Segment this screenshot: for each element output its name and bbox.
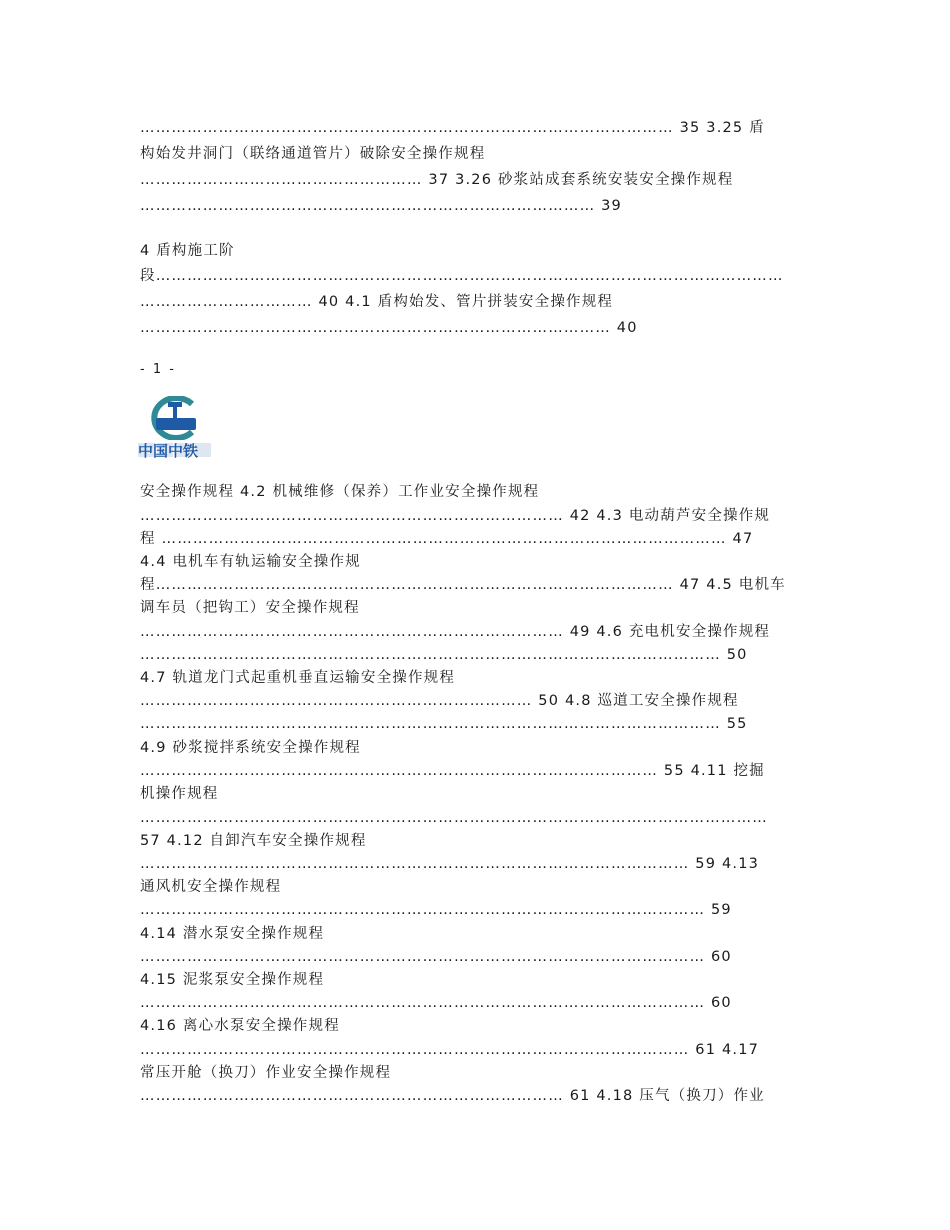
toc-line-4-11-cont: 机操作规程 [140,786,219,802]
toc-line-4-1-page: ……………………………………………………………………………… 40 [140,320,638,336]
toc-line-4-15: 4.15 泥浆泵安全操作规程 [140,972,325,988]
toc-line-4-cont: 段………………………………………………………………………………………………………… [140,268,784,284]
toc-line-4-13-cont: 通风机安全操作规程 [140,879,282,895]
toc-line-3-25-cont: 构始发井洞门（联络通道管片）破除安全操作规程 [140,146,486,162]
toc-line-4-8-page: ………………………………………………………………………………………………… 55 [140,716,748,732]
toc-line-4-1: …………………………… 40 4.1 盾构始发、管片拼装安全操作规程 [140,294,614,310]
toc-line-4-2: 安全操作规程 4.2 机械维修（保养）工作业安全操作规程 [140,484,540,500]
toc-line-4-8: ………………………………………………………………… 50 4.8 巡道工安全操作规程 [140,693,739,709]
toc-line-4-15-page: ……………………………………………………………………………………………… 60 [140,995,732,1011]
toc-line-4-17-cont: 常压开舱（换刀）作业安全操作规程 [140,1065,392,1081]
crec-logo-mark-icon [144,396,206,440]
toc-line-3-26-page: …………………………………………………………………………… 39 [140,198,622,214]
toc-line-4-12: 57 4.12 自卸汽车安全操作规程 [140,833,367,849]
toc-line-4-5: 程……………………………………………………………………………………… 47 4.5 电机车 [140,577,786,593]
toc-line-4-11: ……………………………………………………………………………………… 55 4.11 挖掘 [140,763,765,779]
toc-line-4-13-page: ……………………………………………………………………………………………… 59 [140,902,732,918]
toc-line-4-7: 4.7 轨道龙门式起重机垂直运输安全操作规程 [140,670,456,686]
logo-text: 中国中铁 [138,442,199,460]
toc-line-4-6: ……………………………………………………………………… 49 4.6 充电机安全操作规程 [140,624,771,640]
toc-line-4-11-dots: ………………………………………………………………………………………………………… [140,810,768,826]
toc-line-4-5-cont: 调车员（把钩工）安全操作规程 [140,600,360,616]
toc-line-3-26: ……………………………………………… 37 3.26 砂浆站成套系统安装安全操作规程 [140,172,734,188]
toc-line-4-17: …………………………………………………………………………………………… 61 4.17 [140,1042,760,1058]
toc-line-4-13: …………………………………………………………………………………………… 59 4.13 [140,856,760,872]
toc-line-4-3: ……………………………………………………………………… 42 4.3 电动葫芦安全操作规 [140,508,771,524]
crec-logo [138,396,212,462]
toc-line-4-16: 4.16 离心水泵安全操作规程 [140,1018,340,1034]
toc-line-4-14-page: ……………………………………………………………………………………………… 60 [140,949,732,965]
toc-line-4-9: 4.9 砂浆搅拌系统安全操作规程 [140,740,361,756]
toc-line-4-18: ……………………………………………………………………… 61 4.18 压气（换刀）作业 [140,1088,765,1104]
toc-line-4-14: 4.14 潜水泵安全操作规程 [140,926,325,942]
toc-line-4: 4 盾构施工阶 [140,243,235,259]
page-number: - 1 - [140,362,176,377]
toc-line-4-4: 4.4 电机车有轨运输安全操作规 [140,554,361,570]
toc-line-3-25: ………………………………………………………………………………………… 35 3.25 盾 [140,120,765,136]
toc-line-4-3-page: 程 ……………………………………………………………………………………………… 47 [140,531,754,547]
toc-line-4-6-page: ………………………………………………………………………………………………… 50 [140,647,748,663]
